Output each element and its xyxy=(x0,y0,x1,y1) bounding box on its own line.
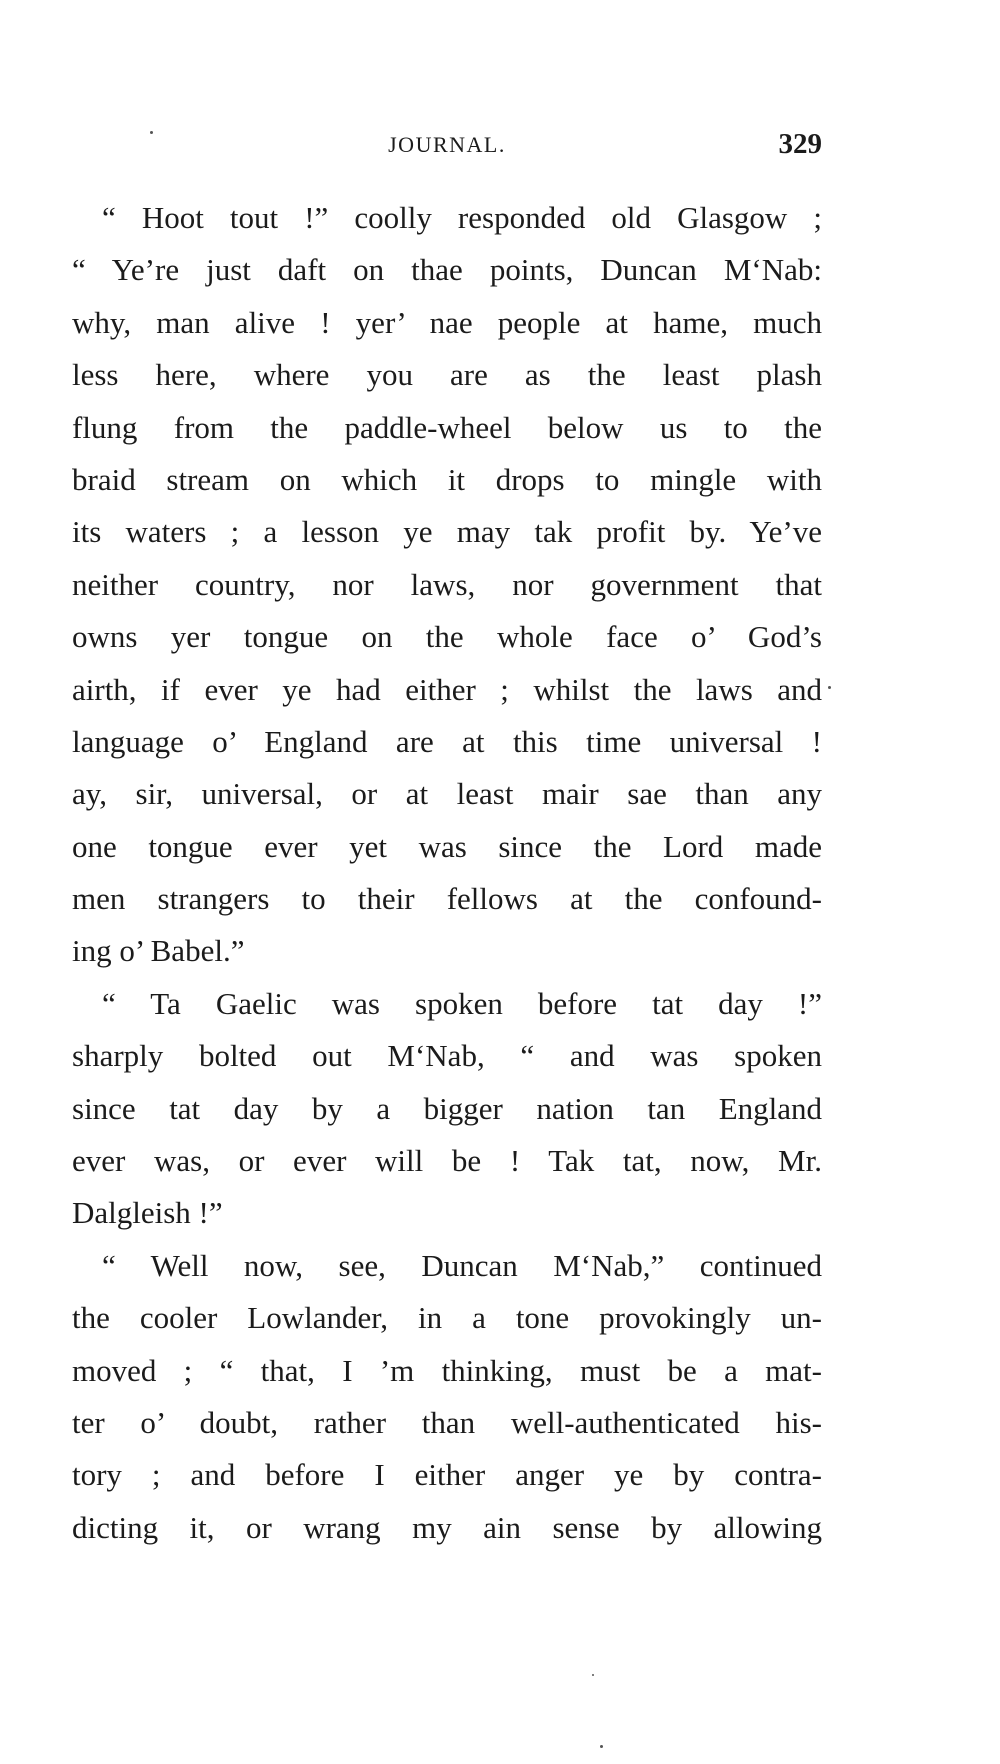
scan-speck xyxy=(150,131,153,134)
text-line: owns yer tongue on the whole face o’ God’s xyxy=(72,619,822,655)
body-text xyxy=(72,192,822,1554)
text-line: its waters ; a lesson ye may tak profit by. Ye’ve xyxy=(72,514,822,550)
text-line: ter o’ doubt, rather than well-authenticated his- xyxy=(72,1404,822,1440)
text-line: moved ; “ that, I ’m thinking, must be a mat- xyxy=(72,1352,822,1388)
text-line: airth, if ever ye had either ; whilst the laws and xyxy=(72,671,822,707)
text-line: since tat day by a bigger nation tan England xyxy=(72,1090,822,1126)
text-line: language o’ England are at this time universal ! xyxy=(72,723,822,759)
text-line: flung from the paddle-wheel below us to the xyxy=(72,409,822,445)
text-line: “ Hoot tout !” coolly responded old Glasgow ; xyxy=(102,200,822,235)
text-line: ever was, or ever will be ! Tak tat, now, Mr. xyxy=(72,1143,822,1179)
text-line: sharply bolted out M‘Nab, “ and was spoken xyxy=(72,1038,822,1074)
text-line: Dalgleish !” xyxy=(72,1195,223,1231)
text-line: one tongue ever yet was since the Lord made xyxy=(72,828,822,864)
running-title: JOURNAL. xyxy=(388,132,506,157)
text-line: ing o’ Babel.” xyxy=(72,933,245,969)
text-line: neither country, nor laws, nor government that xyxy=(72,566,822,602)
running-head xyxy=(72,128,822,168)
text-line: braid stream on which it drops to mingle with xyxy=(72,461,822,497)
text-line: “ Well now, see, Duncan M‘Nab,” continued xyxy=(102,1247,822,1283)
text-line: the cooler Lowlander, in a tone provokingly un- xyxy=(72,1300,822,1336)
text-line: ay, sir, universal, or at least mair sae than any xyxy=(72,776,822,812)
scan-speck xyxy=(592,1674,594,1676)
text-line: tory ; and before I either anger ye by contra- xyxy=(72,1457,822,1493)
text-line: dicting it, or wrang my ain sense by allowing xyxy=(72,1509,822,1545)
text-line: “ Ta Gaelic was spoken before tat day !” xyxy=(102,985,822,1021)
text-line: men strangers to their fellows at the confound- xyxy=(72,881,822,917)
text-line: less here, where you are as the least plash xyxy=(72,357,822,393)
page-number: 329 xyxy=(778,128,822,160)
scan-speck xyxy=(828,686,831,689)
scan-speck xyxy=(600,1745,603,1748)
text-line: why, man alive ! yer’ nae people at hame, much xyxy=(72,304,822,340)
text-line: “ Ye’re just daft on thae points, Duncan M‘Nab: xyxy=(72,252,822,288)
